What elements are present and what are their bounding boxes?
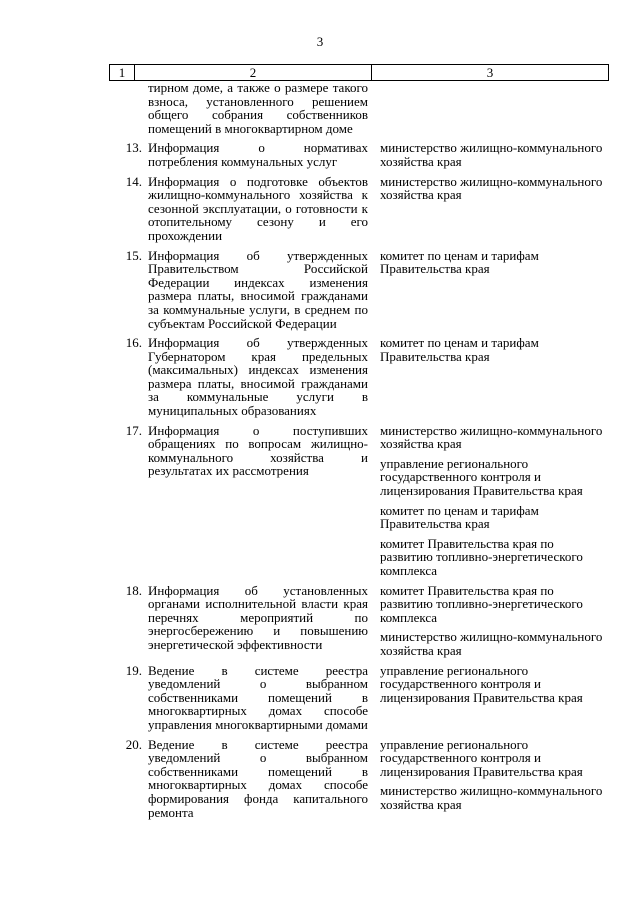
table-row (109, 584, 609, 658)
header-col-2: 2 (135, 65, 372, 80)
row-number: 14. (125, 173, 142, 189)
responsible-body: комитет по ценам и тарифам Правительства края (380, 335, 539, 364)
table-row (109, 738, 609, 820)
continuation-row (109, 81, 609, 135)
row-responsible (380, 664, 609, 732)
table-row (109, 175, 609, 243)
responsible-body: управление регионального государственного контроля и лицензирования Правительства края (380, 736, 583, 779)
row-description: Информация об установленных органами исполнительной власти края перечнях мероприятий по энергосбережению и повышению энергетической эффективности (148, 582, 368, 652)
responsible-body: министерство жилищно-коммунального хозяйства края (380, 173, 603, 203)
row-number: 17. (125, 422, 142, 438)
header-col-1: 1 (110, 65, 135, 80)
row-number: 13. (125, 140, 142, 156)
row-responsible (380, 175, 609, 243)
row-description: Информация о поступивших обращениях по вопросам жилищно-коммунального хозяйства и результатах их рассмотрения (148, 422, 368, 479)
row-description: Информация об утвержденных Правительством Российской Федерации индексах изменения размера платы, вносимой гражданами за коммунальные услуги, в среднем по субъектам Российской Федерации (148, 247, 368, 331)
page-number: 3 (316, 34, 324, 49)
row-number: 20. (125, 736, 142, 752)
table-row (109, 664, 609, 732)
header-col-3: 3 (486, 64, 494, 80)
table-body (109, 81, 609, 819)
responsible-body: министерство жилищно-коммунального хозяйства края (380, 422, 603, 452)
table-row (109, 141, 609, 168)
table-rows (109, 135, 609, 819)
responsible-body: комитет Правительства края по развитию топливно-энергетического комплекса (380, 582, 583, 625)
responsible-body: комитет по ценам и тарифам Правительства края (380, 502, 539, 532)
table-header (109, 64, 609, 81)
row-responsible (380, 738, 609, 820)
row-responsible (380, 424, 609, 578)
row-description: Информация об утвержденных Губернатором края предельных (максимальных) индексах изменения размера платы, вносимой гражданами за коммунальные услуги в муниципальных образованиях (148, 335, 368, 419)
row-number: 18. (125, 582, 142, 598)
row-number: 19. (125, 662, 142, 678)
responsible-body: комитет по ценам и тарифам Правительства края (380, 247, 539, 277)
row-description: Ведение в системе реестра уведомлений о выбранном собственниками помещений в многоквартирных домах способе управления многоквартирными домами (148, 662, 368, 732)
responsible-body: управление регионального государственного контроля и лицензирования Правительства края (380, 662, 583, 705)
table-row (109, 249, 609, 331)
row-responsible (380, 336, 609, 418)
responsible-body: управление регионального государственного контроля и лицензирования Правительства края (380, 455, 583, 499)
table-row (109, 424, 609, 578)
row-description: Информация о нормативах потребления коммунальных услуг (148, 140, 368, 169)
row-description: Ведение в системе реестра уведомлений о выбранном собственниками помещений в многоквартирных домах способе формирования фонда капитального ремонта (148, 736, 368, 820)
row-responsible (380, 584, 609, 658)
row-responsible (380, 141, 609, 168)
continuation-text: тирном доме, а также о размере такого взноса, установленного решением общего собрания собственников помещений в многоквартирном доме (148, 80, 368, 136)
row-number: 15. (125, 247, 142, 263)
table-row (109, 336, 609, 418)
row-description: Информация о подготовке объектов жилищно-коммунального хозяйства к сезонной эксплуатации, о готовности к отопительному сезону и его прохождении (148, 173, 368, 243)
responsible-body: министерство жилищно-коммунального хозяйства края (380, 140, 603, 169)
row-responsible (380, 249, 609, 331)
responsible-body: министерство жилищно-коммунального хозяйства края (380, 629, 603, 658)
row-number: 16. (125, 335, 142, 351)
responsible-body: комитет Правительства края по развитию топливно-энергетического комплекса (380, 535, 583, 578)
responsible-body: министерство жилищно-коммунального хозяйства края (380, 783, 603, 812)
